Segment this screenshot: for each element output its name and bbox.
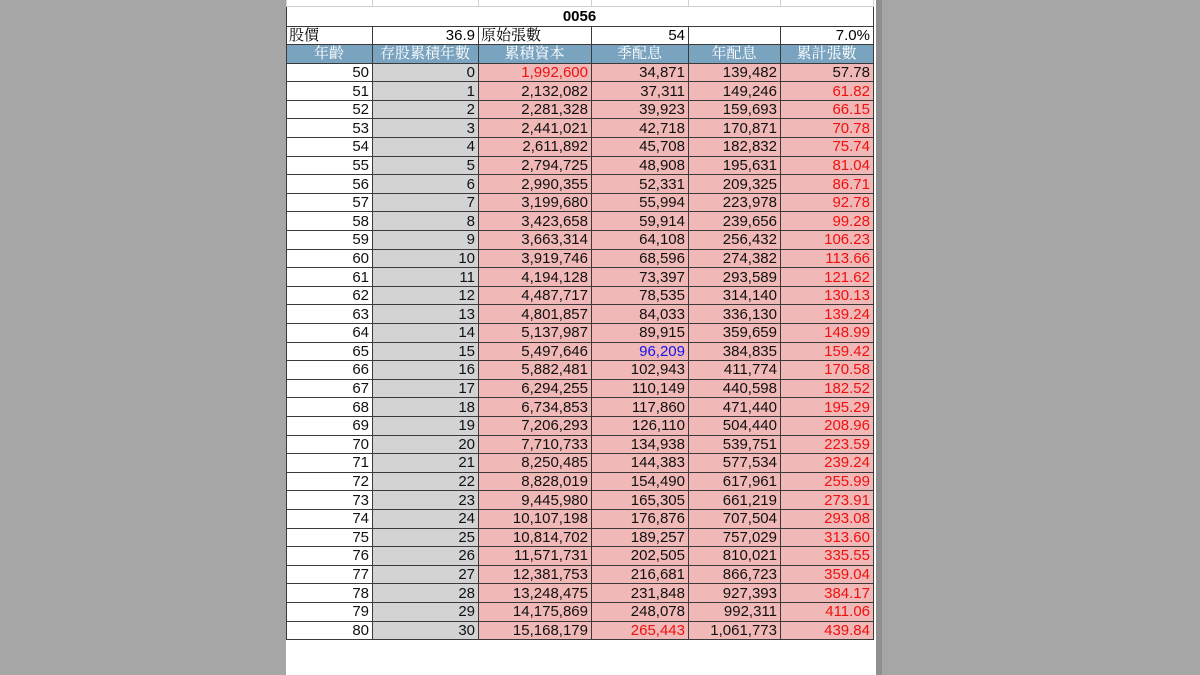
shares-cell[interactable]: 113.66 (781, 249, 874, 268)
annual-cell[interactable]: 927,393 (689, 584, 781, 603)
annual-cell[interactable]: 139,482 (689, 63, 781, 82)
table-row (287, 509, 874, 528)
capital-cell[interactable]: 8,828,019 (479, 472, 592, 491)
price-label[interactable]: 股價 (287, 26, 373, 45)
years-cell[interactable]: 3 (373, 119, 479, 138)
price-value[interactable]: 36.9 (373, 26, 479, 45)
age-cell[interactable]: 73 (287, 491, 373, 510)
age-cell[interactable]: 71 (287, 454, 373, 473)
years-cell[interactable]: 19 (373, 416, 479, 435)
years-cell[interactable]: 13 (373, 305, 479, 324)
capital-cell[interactable]: 10,107,198 (479, 509, 592, 528)
shares-cell[interactable]: 195.29 (781, 398, 874, 417)
quarterly-cell[interactable]: 37,311 (592, 82, 689, 101)
annual-cell[interactable]: 149,246 (689, 82, 781, 101)
annual-cell[interactable]: 384,835 (689, 342, 781, 361)
age-cell[interactable]: 76 (287, 547, 373, 566)
years-cell[interactable]: 16 (373, 361, 479, 380)
capital-cell[interactable]: 3,423,658 (479, 212, 592, 231)
age-cell[interactable]: 78 (287, 584, 373, 603)
table-row (287, 231, 874, 250)
table-row (287, 156, 874, 175)
capital-cell[interactable]: 4,801,857 (479, 305, 592, 324)
shares-cell[interactable]: 223.59 (781, 435, 874, 454)
table-row (287, 602, 874, 621)
capital-cell[interactable]: 2,611,892 (479, 138, 592, 157)
years-cell[interactable]: 23 (373, 491, 479, 510)
quarterly-cell[interactable]: 55,994 (592, 193, 689, 212)
quarterly-cell[interactable]: 34,871 (592, 63, 689, 82)
shares-cell[interactable]: 411.06 (781, 602, 874, 621)
capital-cell[interactable]: 6,294,255 (479, 379, 592, 398)
table-row (287, 193, 874, 212)
shares-cell[interactable]: 57.78 (781, 63, 874, 82)
annual-cell[interactable]: 992,311 (689, 602, 781, 621)
shares-cell[interactable]: 121.62 (781, 268, 874, 287)
annual-cell[interactable]: 866,723 (689, 565, 781, 584)
dividend-table (286, 0, 874, 640)
capital-cell[interactable]: 3,663,314 (479, 231, 592, 250)
shares-cell[interactable]: 92.78 (781, 193, 874, 212)
years-cell[interactable]: 10 (373, 249, 479, 268)
annual-cell[interactable]: 293,589 (689, 268, 781, 287)
shares-cell[interactable]: 313.60 (781, 528, 874, 547)
title-row (287, 6, 874, 26)
quarterly-cell[interactable]: 189,257 (592, 528, 689, 547)
shares-value[interactable]: 54 (592, 26, 689, 45)
table-row (287, 175, 874, 194)
table-row (287, 63, 874, 82)
shares-cell[interactable]: 439.84 (781, 621, 874, 640)
quarterly-cell[interactable]: 59,914 (592, 212, 689, 231)
quarterly-cell[interactable]: 64,108 (592, 231, 689, 250)
annual-cell[interactable]: 223,978 (689, 193, 781, 212)
years-cell[interactable]: 30 (373, 621, 479, 640)
table-row (287, 454, 874, 473)
shares-cell[interactable]: 66.15 (781, 100, 874, 119)
annual-cell[interactable]: 274,382 (689, 249, 781, 268)
capital-cell[interactable]: 5,497,646 (479, 342, 592, 361)
shares-cell[interactable]: 86.71 (781, 175, 874, 194)
shares-cell[interactable]: 159.42 (781, 342, 874, 361)
years-cell[interactable]: 14 (373, 324, 479, 343)
annual-cell[interactable]: 707,504 (689, 509, 781, 528)
years-cell[interactable]: 2 (373, 100, 479, 119)
quarterly-cell[interactable]: 165,305 (592, 491, 689, 510)
shares-cell[interactable]: 61.82 (781, 82, 874, 101)
capital-cell[interactable]: 13,248,475 (479, 584, 592, 603)
shares-cell[interactable]: 99.28 (781, 212, 874, 231)
age-cell[interactable]: 50 (287, 63, 373, 82)
annual-cell[interactable]: 810,021 (689, 547, 781, 566)
annual-cell[interactable]: 577,534 (689, 454, 781, 473)
capital-cell[interactable]: 5,882,481 (479, 361, 592, 380)
age-cell[interactable]: 54 (287, 138, 373, 157)
shares-cell[interactable]: 293.08 (781, 509, 874, 528)
capital-cell[interactable]: 6,734,853 (479, 398, 592, 417)
annual-cell[interactable]: 336,130 (689, 305, 781, 324)
age-cell[interactable]: 80 (287, 621, 373, 640)
sheet-edge (876, 0, 882, 675)
shares-cell[interactable]: 148.99 (781, 324, 874, 343)
years-cell[interactable]: 29 (373, 602, 479, 621)
quarterly-cell[interactable]: 48,908 (592, 156, 689, 175)
annual-cell[interactable]: 256,432 (689, 231, 781, 250)
age-cell[interactable]: 52 (287, 100, 373, 119)
table-row (287, 491, 874, 510)
years-cell[interactable]: 22 (373, 472, 479, 491)
annual-cell[interactable]: 159,693 (689, 100, 781, 119)
age-cell[interactable]: 65 (287, 342, 373, 361)
rate-value[interactable]: 7.0% (781, 26, 874, 45)
capital-cell[interactable]: 12,381,753 (479, 565, 592, 584)
years-cell[interactable]: 7 (373, 193, 479, 212)
annual-cell[interactable]: 504,440 (689, 416, 781, 435)
header-shares[interactable]: 累計張數 (781, 45, 874, 64)
quarterly-cell[interactable]: 68,596 (592, 249, 689, 268)
quarterly-cell[interactable]: 134,938 (592, 435, 689, 454)
age-cell[interactable]: 60 (287, 249, 373, 268)
years-cell[interactable]: 27 (373, 565, 479, 584)
shares-label[interactable]: 原始張數 (479, 26, 592, 45)
annual-cell[interactable]: 757,029 (689, 528, 781, 547)
annual-cell[interactable]: 209,325 (689, 175, 781, 194)
table-row (287, 398, 874, 417)
quarterly-cell[interactable]: 248,078 (592, 602, 689, 621)
years-cell[interactable]: 17 (373, 379, 479, 398)
annual-cell[interactable]: 471,440 (689, 398, 781, 417)
shares-cell[interactable]: 106.23 (781, 231, 874, 250)
quarterly-cell[interactable]: 231,848 (592, 584, 689, 603)
table-row (287, 100, 874, 119)
capital-cell[interactable]: 15,168,179 (479, 621, 592, 640)
quarterly-cell[interactable]: 265,443 (592, 621, 689, 640)
annual-cell[interactable]: 239,656 (689, 212, 781, 231)
quarterly-cell[interactable]: 202,505 (592, 547, 689, 566)
header-capital[interactable]: 累積資本 (479, 45, 592, 64)
years-cell[interactable]: 4 (373, 138, 479, 157)
years-cell[interactable]: 25 (373, 528, 479, 547)
shares-cell[interactable]: 359.04 (781, 565, 874, 584)
quarterly-cell[interactable]: 110,149 (592, 379, 689, 398)
capital-cell[interactable]: 4,194,128 (479, 268, 592, 287)
table-row (287, 324, 874, 343)
table-row (287, 565, 874, 584)
table-row (287, 416, 874, 435)
capital-cell[interactable]: 2,441,021 (479, 119, 592, 138)
shares-cell[interactable]: 139.24 (781, 305, 874, 324)
years-cell[interactable]: 6 (373, 175, 479, 194)
annual-cell[interactable]: 661,219 (689, 491, 781, 510)
table-row (287, 379, 874, 398)
capital-cell[interactable]: 3,199,680 (479, 193, 592, 212)
annual-cell[interactable]: 170,871 (689, 119, 781, 138)
capital-cell[interactable]: 11,571,731 (479, 547, 592, 566)
age-cell[interactable]: 57 (287, 193, 373, 212)
table-row (287, 286, 874, 305)
quarterly-cell[interactable]: 39,923 (592, 100, 689, 119)
shares-cell[interactable]: 255.99 (781, 472, 874, 491)
annual-cell[interactable]: 411,774 (689, 361, 781, 380)
years-cell[interactable]: 1 (373, 82, 479, 101)
quarterly-cell[interactable]: 73,397 (592, 268, 689, 287)
shares-cell[interactable]: 70.78 (781, 119, 874, 138)
age-cell[interactable]: 51 (287, 82, 373, 101)
param-row (287, 26, 874, 45)
shares-cell[interactable]: 182.52 (781, 379, 874, 398)
age-cell[interactable]: 75 (287, 528, 373, 547)
capital-cell[interactable]: 2,132,082 (479, 82, 592, 101)
age-cell[interactable]: 62 (287, 286, 373, 305)
table-row (287, 472, 874, 491)
table-row (287, 249, 874, 268)
quarterly-cell[interactable]: 154,490 (592, 472, 689, 491)
age-cell[interactable]: 63 (287, 305, 373, 324)
quarterly-cell[interactable]: 84,033 (592, 305, 689, 324)
quarterly-cell[interactable]: 78,535 (592, 286, 689, 305)
years-cell[interactable]: 21 (373, 454, 479, 473)
shares-cell[interactable]: 170.58 (781, 361, 874, 380)
capital-cell[interactable]: 4,487,717 (479, 286, 592, 305)
age-cell[interactable]: 53 (287, 119, 373, 138)
years-cell[interactable]: 11 (373, 268, 479, 287)
annual-cell[interactable]: 440,598 (689, 379, 781, 398)
years-cell[interactable]: 0 (373, 63, 479, 82)
annual-cell[interactable]: 182,832 (689, 138, 781, 157)
table-row (287, 342, 874, 361)
capital-cell[interactable]: 2,794,725 (479, 156, 592, 175)
table-row (287, 138, 874, 157)
quarterly-cell[interactable]: 96,209 (592, 342, 689, 361)
capital-cell[interactable]: 8,250,485 (479, 454, 592, 473)
capital-cell[interactable]: 3,919,746 (479, 249, 592, 268)
years-cell[interactable]: 15 (373, 342, 479, 361)
years-cell[interactable]: 9 (373, 231, 479, 250)
capital-cell[interactable]: 7,710,733 (479, 435, 592, 454)
age-cell[interactable]: 59 (287, 231, 373, 250)
years-cell[interactable]: 8 (373, 212, 479, 231)
quarterly-cell[interactable]: 216,681 (592, 565, 689, 584)
age-cell[interactable]: 72 (287, 472, 373, 491)
quarterly-cell[interactable]: 126,110 (592, 416, 689, 435)
capital-cell[interactable]: 2,281,328 (479, 100, 592, 119)
table-row (287, 435, 874, 454)
annual-cell[interactable]: 195,631 (689, 156, 781, 175)
capital-cell[interactable]: 1,992,600 (479, 63, 592, 82)
age-cell[interactable]: 69 (287, 416, 373, 435)
age-cell[interactable]: 55 (287, 156, 373, 175)
sheet-title[interactable]: 0056 (287, 6, 874, 26)
age-cell[interactable]: 79 (287, 602, 373, 621)
capital-cell[interactable]: 5,137,987 (479, 324, 592, 343)
years-cell[interactable]: 26 (373, 547, 479, 566)
header-age[interactable]: 年齡 (287, 45, 373, 64)
quarterly-cell[interactable]: 117,860 (592, 398, 689, 417)
table-row (287, 268, 874, 287)
age-cell[interactable]: 70 (287, 435, 373, 454)
age-cell[interactable]: 66 (287, 361, 373, 380)
annual-cell[interactable]: 314,140 (689, 286, 781, 305)
annual-cell[interactable]: 1,061,773 (689, 621, 781, 640)
age-cell[interactable]: 74 (287, 509, 373, 528)
age-cell[interactable]: 56 (287, 175, 373, 194)
age-cell[interactable]: 68 (287, 398, 373, 417)
header-annual[interactable]: 年配息 (689, 45, 781, 64)
shares-cell[interactable]: 384.17 (781, 584, 874, 603)
age-cell[interactable]: 58 (287, 212, 373, 231)
table-row (287, 584, 874, 603)
annual-cell[interactable]: 617,961 (689, 472, 781, 491)
quarterly-cell[interactable]: 102,943 (592, 361, 689, 380)
quarterly-cell[interactable]: 45,708 (592, 138, 689, 157)
header-years[interactable]: 存股累積年數 (373, 45, 479, 64)
quarterly-cell[interactable]: 144,383 (592, 454, 689, 473)
years-cell[interactable]: 28 (373, 584, 479, 603)
annual-cell[interactable]: 359,659 (689, 324, 781, 343)
years-cell[interactable]: 18 (373, 398, 479, 417)
years-cell[interactable]: 24 (373, 509, 479, 528)
shares-cell[interactable]: 273.91 (781, 491, 874, 510)
table-row (287, 621, 874, 640)
quarterly-cell[interactable]: 52,331 (592, 175, 689, 194)
header-row (287, 45, 874, 64)
table-row (287, 547, 874, 566)
header-quarterly[interactable]: 季配息 (592, 45, 689, 64)
shares-cell[interactable]: 75.74 (781, 138, 874, 157)
table-row (287, 528, 874, 547)
table-row (287, 82, 874, 101)
age-cell[interactable]: 67 (287, 379, 373, 398)
spreadsheet (286, 0, 876, 675)
age-cell[interactable]: 77 (287, 565, 373, 584)
table-row (287, 305, 874, 324)
table-row (287, 119, 874, 138)
years-cell[interactable]: 5 (373, 156, 479, 175)
capital-cell[interactable]: 9,445,980 (479, 491, 592, 510)
empty-cell[interactable] (689, 26, 781, 45)
capital-cell[interactable]: 10,814,702 (479, 528, 592, 547)
shares-cell[interactable]: 239.24 (781, 454, 874, 473)
table-row (287, 361, 874, 380)
age-cell[interactable]: 61 (287, 268, 373, 287)
shares-cell[interactable]: 130.13 (781, 286, 874, 305)
capital-cell[interactable]: 7,206,293 (479, 416, 592, 435)
years-cell[interactable]: 12 (373, 286, 479, 305)
annual-cell[interactable]: 539,751 (689, 435, 781, 454)
shares-cell[interactable]: 335.55 (781, 547, 874, 566)
capital-cell[interactable]: 2,990,355 (479, 175, 592, 194)
table-row (287, 212, 874, 231)
capital-cell[interactable]: 14,175,869 (479, 602, 592, 621)
quarterly-cell[interactable]: 89,915 (592, 324, 689, 343)
years-cell[interactable]: 20 (373, 435, 479, 454)
quarterly-cell[interactable]: 176,876 (592, 509, 689, 528)
shares-cell[interactable]: 208.96 (781, 416, 874, 435)
age-cell[interactable]: 64 (287, 324, 373, 343)
quarterly-cell[interactable]: 42,718 (592, 119, 689, 138)
shares-cell[interactable]: 81.04 (781, 156, 874, 175)
